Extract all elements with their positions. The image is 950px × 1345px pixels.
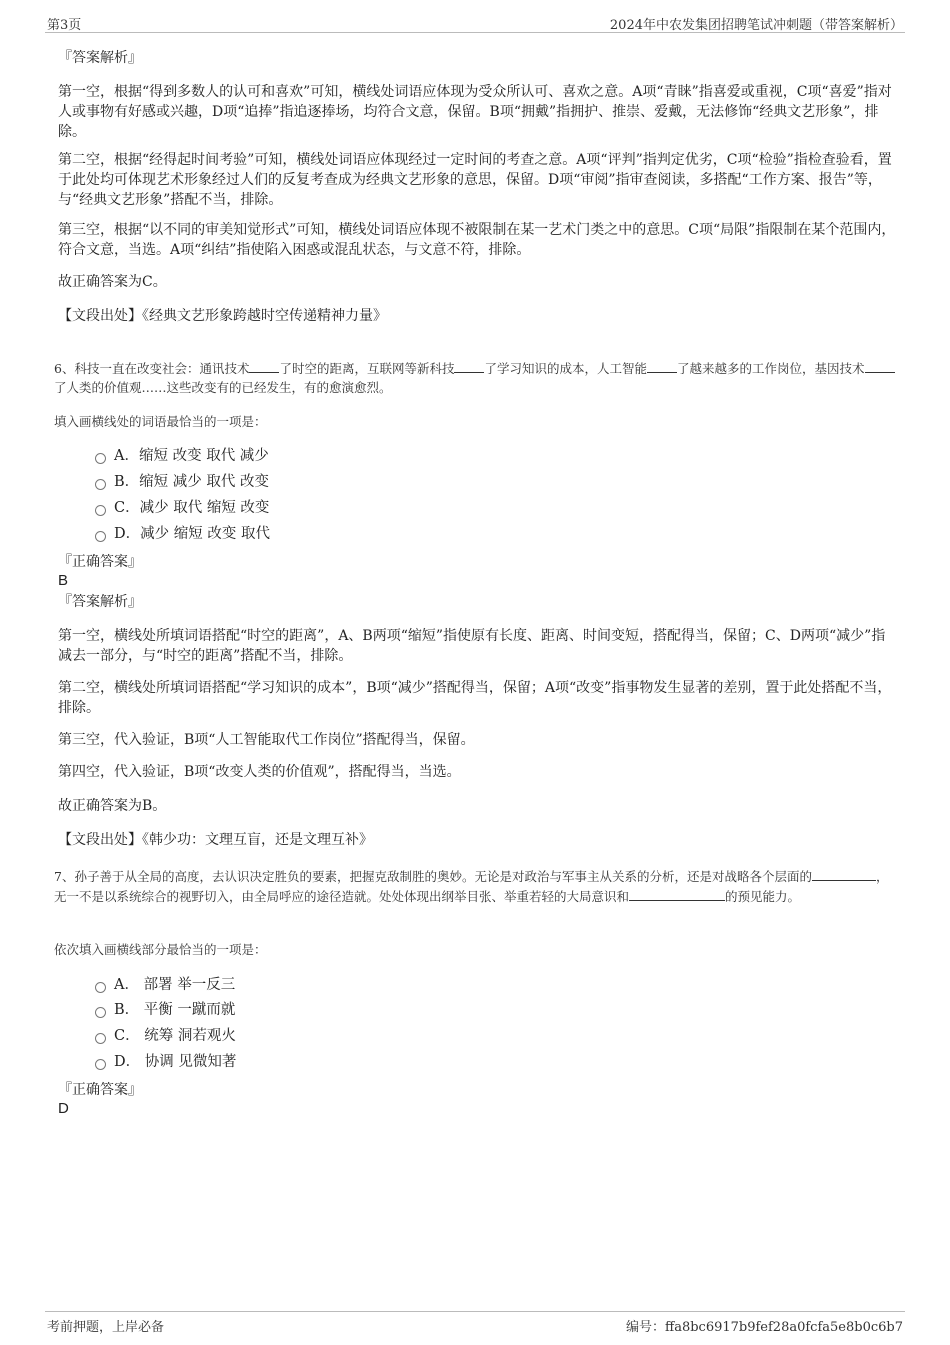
q6-analysis-p3: 第三空，代入验证，B项“人工智能取代工作岗位”搭配得当，保留。: [58, 732, 475, 748]
q6-source: 【文段出处】《韩少功：文理互盲，还是文理互补》: [58, 832, 373, 848]
q6-option-b[interactable]: B．缩短 减少 取代 改变: [95, 472, 269, 492]
q6-option-d[interactable]: D．减少 缩短 改变 取代: [95, 524, 270, 544]
radio-icon[interactable]: [95, 531, 106, 542]
q6-analysis-p4: 第四空，代入验证，B项“改变人类的价值观”，搭配得当，当选。: [58, 764, 461, 780]
q6-conclusion: 故正确答案为B。: [58, 798, 167, 814]
q6-analysis-p2: 第二空，横线处所填词语搭配“学习知识的成本”，B项“减少”搭配得当，保留；A项“改变”指事物发生显著的差别，置于此处搭配不当，排除。: [58, 680, 892, 716]
q7-instruction: 依次填入画横线部分最恰当的一项是：: [54, 942, 267, 957]
q5-source: 【文段出处】《经典文艺形象跨越时空传递精神力量》: [58, 308, 387, 324]
radio-icon[interactable]: [95, 479, 106, 490]
q5-conclusion: 故正确答案为C。: [58, 274, 167, 290]
radio-icon[interactable]: [95, 505, 106, 516]
page-header: [45, 12, 905, 33]
radio-icon[interactable]: [95, 1007, 106, 1018]
q6-answer: B: [58, 572, 69, 589]
page-footer: [45, 1311, 905, 1336]
page-number: 第3页: [47, 18, 82, 33]
q7-question-text: 7、孙子善于从全局的高度，去认识决定胜负的要素，把握克敌制胜的奥妙。无论是对政治与军事主从关系的分析，还是对战略各个层面的 ，无一不是以系统综合的视野切入，由全局呼应的途径造就。处处体现出纲举目张、举重若轻的大局意识和 的预见能力。: [54, 866, 896, 906]
footer-serial: 编号：ffa8bc6917b9fef28a0fcfa5e8b0c6b7: [625, 1320, 903, 1335]
q6-option-c[interactable]: C．减少 取代 缩短 改变: [95, 498, 269, 518]
q7-answer: D: [58, 1100, 69, 1117]
radio-icon[interactable]: [95, 982, 106, 993]
q5-analysis-p3: 第三空，根据“以不同的审美知觉形式”可知，横线处词语应体现不被限制在某一艺术门类之中的意思。C项“局限”指限制在某个范围内，符合文意，当选。A项“纠结”指使陷入困惑或混乱状态，与文意不符，排除。: [58, 222, 896, 258]
q7-option-c[interactable]: C． 统筹 洞若观火: [95, 1026, 236, 1046]
q6-correct-label: 『正确答案』: [58, 554, 142, 570]
q6-option-a[interactable]: A．缩短 改变 取代 减少: [95, 446, 269, 466]
q5-analysis-p1: 第一空，根据“得到多数人的认可和喜欢”可知，横线处词语应体现为受众所认可、喜欢之意。A项“青睐”指喜爱或重视，C项“喜爱”指对人或事物有好感或兴趣，D项“追捧”指追逐捧场，均符合文意，保留。B项“拥戴”指拥护、推崇、爱戴，无法修饰“经典文艺形象”，排除。: [58, 84, 892, 140]
radio-icon[interactable]: [95, 1059, 106, 1070]
q6-analysis-label: 『答案解析』: [58, 594, 142, 610]
q5-analysis-p2: 第二空，根据“经得起时间考验”可知，横线处词语应体现经过一定时间的考查之意。A项“评判”指判定优劣，C项“检验”指检查验看，置于此处均可体现艺术形象经过人们的反复考查成为经典文艺形象的意思，保留。D项“审阅”指审查阅读，多搭配“工作方案、报告”等，与“经典文艺形象”搭配不当，排除。: [58, 152, 892, 208]
q6-question-text: 6、科技一直在改变社会：通讯技术 了时空的距离，互联网等新科技 了学习知识的成本，人工智能 了越来越多的工作岗位，基因技术了人类的价值观……这些改变有的已经发生，有的愈演愈烈。: [54, 358, 896, 397]
q6-instruction: 填入画横线处的词语最恰当的一项是：: [54, 414, 267, 429]
radio-icon[interactable]: [95, 1033, 106, 1044]
footer-slogan: 考前押题，上岸必备: [47, 1320, 165, 1335]
document-title: 2024年中农发集团招聘笔试冲刺题（带答案解析）: [609, 18, 903, 33]
q7-option-d[interactable]: D． 协调 见微知著: [95, 1052, 236, 1072]
q7-option-a[interactable]: A． 部署 举一反三: [95, 975, 235, 995]
q5-analysis-label: 『答案解析』: [58, 50, 142, 66]
q7-option-b[interactable]: B． 平衡 一蹴而就: [95, 1000, 235, 1020]
radio-icon[interactable]: [95, 453, 106, 464]
q6-analysis-p1: 第一空，横线处所填词语搭配“时空的距离”，A、B两项“缩短”指使原有长度、距离、时间变短，搭配得当，保留；C、D两项“减少”指减去一部分，与“时空的距离”搭配不当，排除。: [58, 628, 886, 664]
q7-correct-label: 『正确答案』: [58, 1082, 142, 1098]
